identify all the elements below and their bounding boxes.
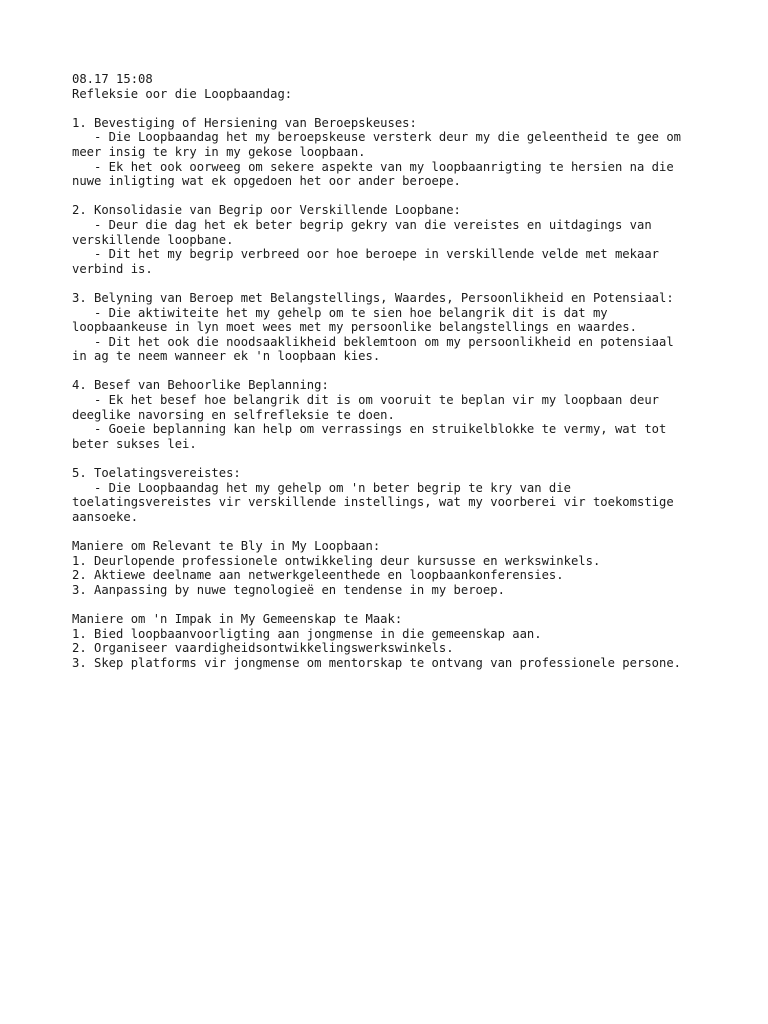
spacer <box>72 364 712 379</box>
text-line: - Die aktiwiteite het my gehelp om te sien hoe belangrik dit is dat my <box>72 305 608 320</box>
spacer <box>72 451 712 466</box>
section-alignment <box>72 291 712 364</box>
text-line: beter sukses lei. <box>72 436 197 451</box>
text-line: verskillende loopbane. <box>72 232 234 247</box>
list-item: 2. Organiseer vaardigheidsontwikkelingswerkswinkels. <box>72 641 454 656</box>
spacer <box>72 101 712 116</box>
list-item: 3. Skep platforms vir jongmense om mentorskap te ontvang van professionele persone. <box>72 655 682 670</box>
list-item: 3. Aanpassing by nuwe tegnologieë en tendense in my beroep. <box>72 582 505 597</box>
spacer <box>72 189 712 204</box>
section-admission <box>72 466 712 524</box>
text-line: - Die Loopbaandag het my beroepskeuse versterk deur my die geleentheid te gee om <box>72 130 682 145</box>
list-item: 1. Bied loopbaanvoorligting aan jongmense in die gemeenskap aan. <box>72 626 542 641</box>
text-line: - Deur die dag het ek beter begrip gekry van die vereistes en uitdagings van <box>72 217 652 232</box>
list-item: 2. Aktiewe deelname aan netwerkgeleenthede en loopbaankonferensies. <box>72 568 564 583</box>
text-line: aansoeke. <box>72 509 139 524</box>
section-planning <box>72 378 712 451</box>
text-line: deeglike navorsing en selfrefleksie te doen. <box>72 407 395 422</box>
document-heading: Refleksie oor die Loopbaandag: <box>72 86 293 101</box>
section-title: 2. Konsolidasie van Begrip oor Verskillende Loopbane: <box>72 203 461 218</box>
document-page <box>72 72 712 670</box>
section-title: 1. Bevestiging of Hersiening van Beroepskeuses: <box>72 115 417 130</box>
section-confirmation <box>72 116 712 189</box>
section-relevance <box>72 539 712 597</box>
text-line: - Goeie beplanning kan help om verrassings en struikelblokke te vermy, wat tot <box>72 422 667 437</box>
spacer <box>72 597 712 612</box>
text-line: meer insig te kry in my gekose loopbaan. <box>72 144 366 159</box>
text-line: toelatingsvereistes vir verskillende instellings, wat my voorberei vir toekomstige <box>72 495 674 510</box>
section-title: 3. Belyning van Beroep met Belangstellings, Waardes, Persoonlikheid en Potensiaal: <box>72 290 674 305</box>
spacer <box>72 524 712 539</box>
text-line: in ag te neem wanneer ek 'n loopbaan kies. <box>72 349 381 364</box>
text-line: - Dit het my begrip verbreed oor hoe beroepe in verskillende velde met mekaar <box>72 247 659 262</box>
section-title: Maniere om 'n Impak in My Gemeenskap te Maak: <box>72 611 403 626</box>
spacer <box>72 276 712 291</box>
section-consolidation <box>72 203 712 276</box>
text-line: - Ek het besef hoe belangrik dit is om vooruit te beplan vir my loopbaan deur <box>72 393 659 408</box>
section-title: Maniere om Relevant te Bly in My Loopbaan: <box>72 539 381 553</box>
text-line: loopbaankeuse in lyn moet wees met my persoonlike belangstellings en waardes. <box>72 320 637 335</box>
text-line: verbind is. <box>72 261 153 276</box>
text-line: nuwe inligting wat ek opgedoen het oor ander beroepe. <box>72 174 461 189</box>
text-line: - Dit het ook die noodsaaklikheid beklemtoon om my persoonlikheid en potensiaal <box>72 334 674 349</box>
text-line: - Ek het ook oorweeg om sekere aspekte van my loopbaanrigting te hersien na die <box>72 159 674 174</box>
section-title: 5. Toelatingsvereistes: <box>72 466 241 481</box>
list-item: 1. Deurlopende professionele ontwikkeling deur kursusse en werkswinkels. <box>72 553 601 568</box>
text-line: - Die Loopbaandag het my gehelp om 'n beter begrip te kry van die <box>72 480 571 495</box>
section-title: 4. Besef van Behoorlike Beplanning: <box>72 378 329 393</box>
section-community-impact <box>72 612 712 670</box>
timestamp: 08.17 15:08 <box>72 72 153 86</box>
